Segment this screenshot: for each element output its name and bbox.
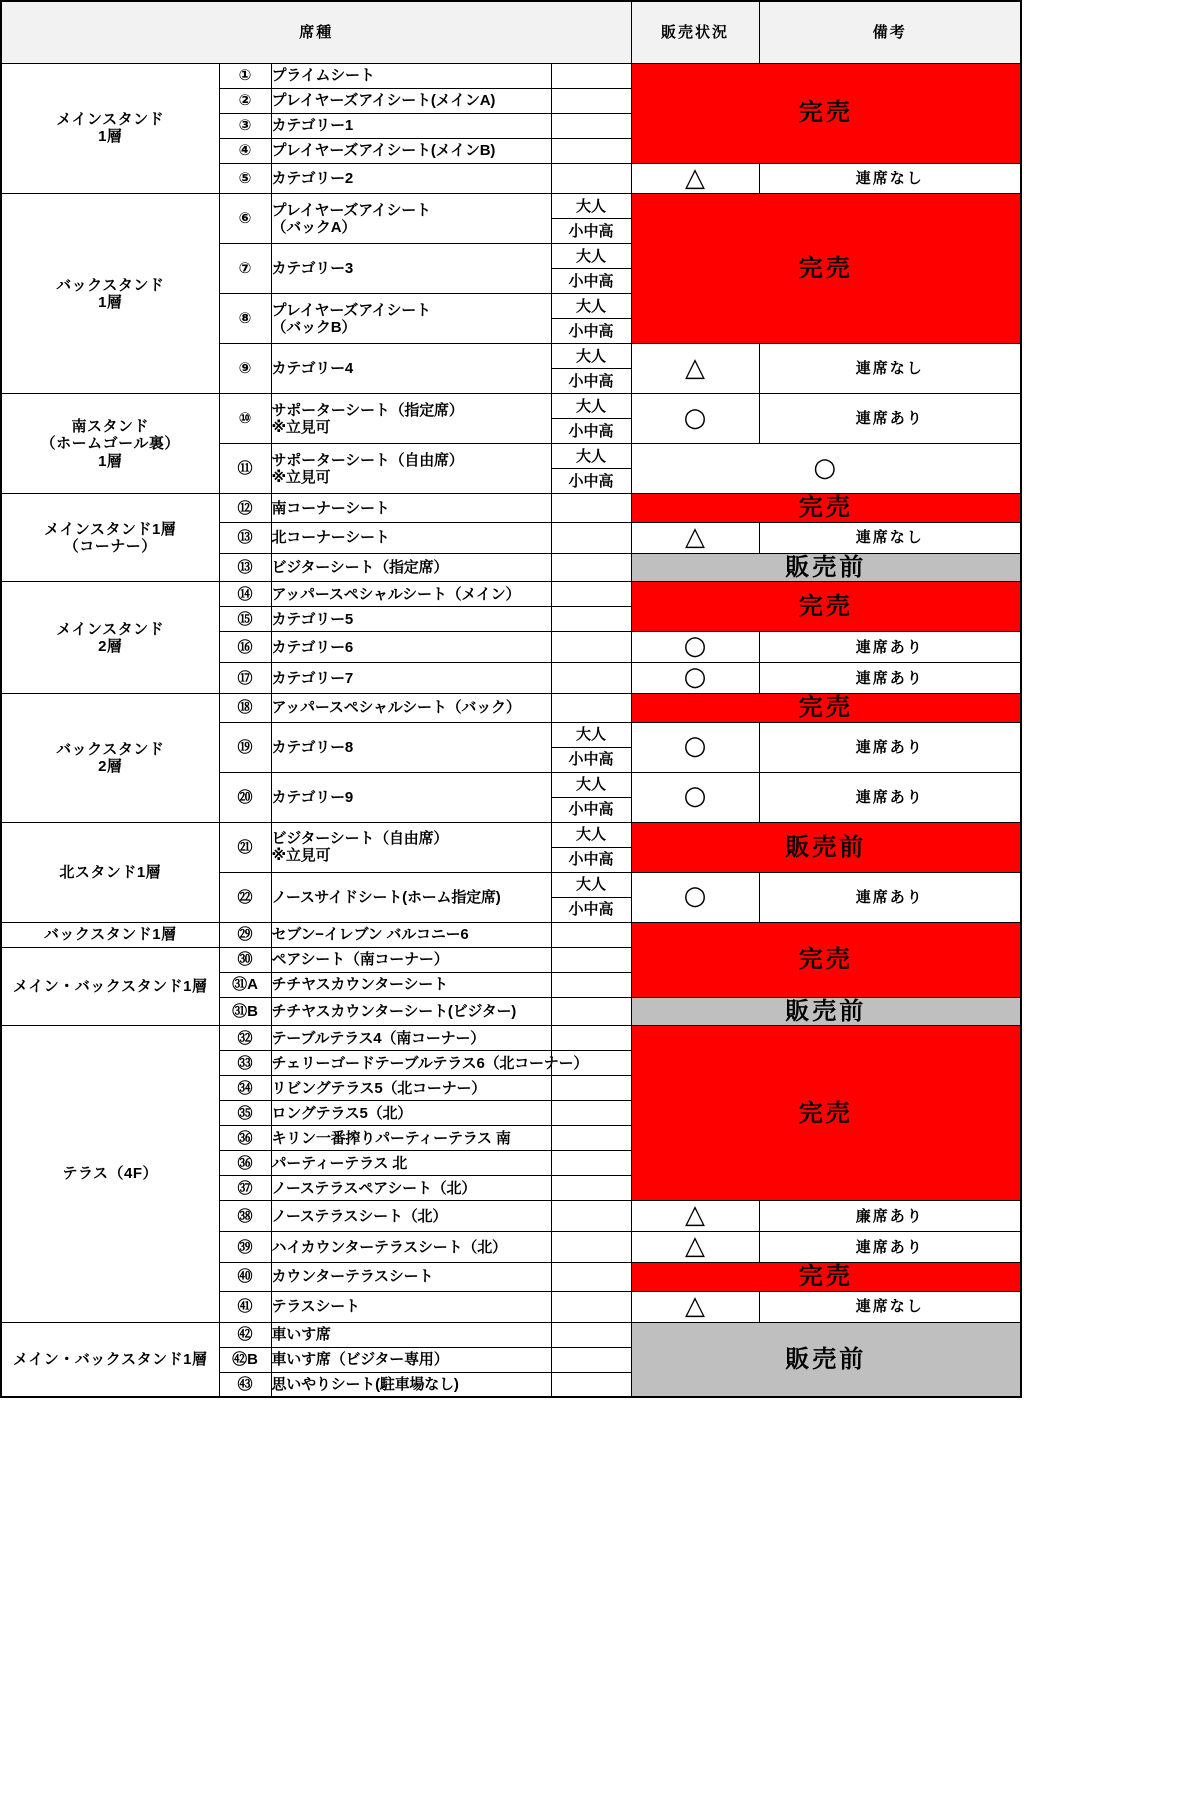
age-category <box>551 972 631 997</box>
seat-name: チェリーゴードテーブルテラス6（北コーナー） <box>271 1051 551 1076</box>
table-header <box>1 1 1021 63</box>
area-label: メイン・バックスタンド1層 <box>1 1322 219 1397</box>
age-category: 小中高 <box>551 897 631 922</box>
age-category <box>551 1201 631 1232</box>
area-label: メイン・バックスタンド1層 <box>1 947 219 1026</box>
seat-name: プレイヤーズアイシート （バックB） <box>271 294 551 344</box>
remark: 連席あり <box>759 772 1021 822</box>
seat-name: セブン−イレブン バルコニー6 <box>271 922 551 947</box>
seat-number: ⑤ <box>219 163 271 194</box>
seat-number: ⑮ <box>219 607 271 632</box>
area-label: バックスタンド1層 <box>1 922 219 947</box>
status-remark-merged: 完売 <box>631 694 1021 723</box>
seat-number: ⑧ <box>219 294 271 344</box>
remark: 連席なし <box>759 163 1021 194</box>
seat-number: ㊲ <box>219 1176 271 1201</box>
seat-name: カテゴリー4 <box>271 344 551 394</box>
table-body <box>1 63 1021 1397</box>
remark: 連席あり <box>759 663 1021 694</box>
seat-number: ① <box>219 63 271 88</box>
area-label: メインスタンド1層 （コーナー） <box>1 494 219 582</box>
age-category <box>551 113 631 138</box>
seat-number: ㉑ <box>219 822 271 872</box>
remark: 連席なし <box>759 344 1021 394</box>
status-remark-merged: 完売 <box>631 494 1021 523</box>
age-category <box>551 947 631 972</box>
seat-name: カテゴリー7 <box>271 663 551 694</box>
age-category: 小中高 <box>551 419 631 444</box>
area-label: 南スタンド （ホームゴール裏） 1層 <box>1 394 219 494</box>
seat-number: ㊷B <box>219 1347 271 1372</box>
seat-number: ㉜ <box>219 1026 271 1051</box>
seat-number: ㊶ <box>219 1291 271 1322</box>
age-category <box>551 1232 631 1263</box>
seat-number: ⑱ <box>219 694 271 723</box>
seat-name: ノースサイドシート(ホーム指定席) <box>271 872 551 922</box>
age-category <box>551 632 631 663</box>
area-label: 北スタンド1層 <box>1 822 219 922</box>
status-remark-merged: 完売 <box>631 63 1021 163</box>
age-category <box>551 63 631 88</box>
sales-status: △ <box>631 163 759 194</box>
seat-name: チチヤスカウンターシート(ビジター) <box>271 997 551 1026</box>
seat-name: ハイカウンターテラスシート（北） <box>271 1232 551 1263</box>
area-label: テラス（4F） <box>1 1026 219 1322</box>
seat-number: ㊸ <box>219 1372 271 1397</box>
age-category: 大人 <box>551 822 631 847</box>
status-remark-merged: ○ <box>631 444 1021 494</box>
age-category <box>551 1026 631 1051</box>
seat-name: ノーステラスシート（北） <box>271 1201 551 1232</box>
age-category <box>551 553 631 582</box>
seat-name: 車いす席 <box>271 1322 551 1347</box>
seat-name: プレイヤーズアイシート(メインA) <box>271 88 551 113</box>
age-category <box>551 1101 631 1126</box>
seat-number: ㉛B <box>219 997 271 1026</box>
seat-name: ペアシート（南コーナー） <box>271 947 551 972</box>
seat-number: ㊳ <box>219 1201 271 1232</box>
seat-name: キリン一番搾りパーティーテラス 南 <box>271 1126 551 1151</box>
age-category: 大人 <box>551 194 631 219</box>
seat-name: ビジターシート（指定席） <box>271 553 551 582</box>
seat-name: カテゴリー8 <box>271 722 551 772</box>
seat-name: チチヤスカウンターシート <box>271 972 551 997</box>
remark: 連席あり <box>759 872 1021 922</box>
table-row <box>1 1026 1021 1051</box>
seat-number: ⑨ <box>219 344 271 394</box>
remark: 連席なし <box>759 1291 1021 1322</box>
seat-name: カウンターテラスシート <box>271 1263 551 1292</box>
status-remark-merged: 完売 <box>631 582 1021 632</box>
seat-number: ③ <box>219 113 271 138</box>
seat-number: ⑭ <box>219 582 271 607</box>
age-category: 大人 <box>551 722 631 747</box>
area-label: メインスタンド 2層 <box>1 582 219 694</box>
age-category: 大人 <box>551 772 631 797</box>
age-category <box>551 1126 631 1151</box>
seat-number: ㉙ <box>219 922 271 947</box>
age-category <box>551 1322 631 1347</box>
seat-name: カテゴリー5 <box>271 607 551 632</box>
header-seat-type: 席種 <box>1 1 631 63</box>
sales-status: ○ <box>631 772 759 822</box>
seat-number: ⑬ <box>219 522 271 553</box>
seat-name: 北コーナーシート <box>271 522 551 553</box>
status-remark-merged: 完売 <box>631 1026 1021 1201</box>
remark: 連席あり <box>759 632 1021 663</box>
seat-name: プレイヤーズアイシート （バックA） <box>271 194 551 244</box>
header-remarks: 備考 <box>759 1 1021 63</box>
status-remark-merged: 完売 <box>631 922 1021 997</box>
age-category <box>551 663 631 694</box>
age-category <box>551 1076 631 1101</box>
seat-number: ⑥ <box>219 194 271 244</box>
table-row <box>1 494 1021 523</box>
age-category <box>551 922 631 947</box>
seat-name: カテゴリー1 <box>271 113 551 138</box>
seat-number: ⑪ <box>219 444 271 494</box>
status-remark-merged: 販売前 <box>631 822 1021 872</box>
seat-number: ㉚ <box>219 947 271 972</box>
age-category <box>551 582 631 607</box>
remark: 連席あり <box>759 722 1021 772</box>
sales-status: ○ <box>631 663 759 694</box>
age-category <box>551 1347 631 1372</box>
age-category <box>551 1151 631 1176</box>
seat-number: ㉟ <box>219 1101 271 1126</box>
age-category <box>551 522 631 553</box>
age-category: 大人 <box>551 294 631 319</box>
seat-number: ⑰ <box>219 663 271 694</box>
table-row <box>1 1322 1021 1347</box>
age-category: 大人 <box>551 344 631 369</box>
sales-status: ○ <box>631 722 759 772</box>
seat-name: アッパースペシャルシート（バック） <box>271 694 551 723</box>
status-remark-merged: 完売 <box>631 1263 1021 1292</box>
seat-number: ⑲ <box>219 722 271 772</box>
area-label: バックスタンド 1層 <box>1 194 219 394</box>
sales-status: △ <box>631 522 759 553</box>
seat-name: テーブルテラス4（南コーナー） <box>271 1026 551 1051</box>
sales-status: △ <box>631 344 759 394</box>
seat-name: ビジターシート（自由席） ※立見可 <box>271 822 551 872</box>
age-category: 大人 <box>551 394 631 419</box>
seat-number: ㉝ <box>219 1051 271 1076</box>
header-sales-status: 販売状況 <box>631 1 759 63</box>
seat-number: ㊴ <box>219 1232 271 1263</box>
seat-name: ロングテラス5（北） <box>271 1101 551 1126</box>
seat-number: ㉞ <box>219 1076 271 1101</box>
age-category: 小中高 <box>551 469 631 494</box>
seat-number: ㉛A <box>219 972 271 997</box>
seat-name: テラスシート <box>271 1291 551 1322</box>
seat-name: 南コーナーシート <box>271 494 551 523</box>
table-row <box>1 63 1021 88</box>
remark: 連席なし <box>759 522 1021 553</box>
sales-status: ○ <box>631 632 759 663</box>
age-category <box>551 163 631 194</box>
sales-status: ○ <box>631 394 759 444</box>
remark: 連席あり <box>759 394 1021 444</box>
table-row <box>1 582 1021 607</box>
age-category: 大人 <box>551 244 631 269</box>
sales-status: ○ <box>631 872 759 922</box>
seat-number: ㊱ <box>219 1151 271 1176</box>
seat-name: サポーターシート（自由席） ※立見可 <box>271 444 551 494</box>
seat-name: パーティーテラス 北 <box>271 1151 551 1176</box>
area-label: バックスタンド 2層 <box>1 694 219 823</box>
seat-number: ㊷ <box>219 1322 271 1347</box>
age-category <box>551 694 631 723</box>
seat-name: 思いやりシート(駐車場なし) <box>271 1372 551 1397</box>
seat-name: プライムシート <box>271 63 551 88</box>
table-row <box>1 394 1021 419</box>
age-category <box>551 1263 631 1292</box>
age-category <box>551 607 631 632</box>
seat-number: ⑩ <box>219 394 271 444</box>
table-row <box>1 922 1021 947</box>
age-category: 小中高 <box>551 219 631 244</box>
seat-number: ④ <box>219 138 271 163</box>
seat-name: リビングテラス5（北コーナー） <box>271 1076 551 1101</box>
age-category <box>551 1372 631 1397</box>
age-category: 小中高 <box>551 847 631 872</box>
age-category <box>551 494 631 523</box>
status-remark-merged: 販売前 <box>631 1322 1021 1397</box>
status-remark-merged: 完売 <box>631 194 1021 344</box>
age-category <box>551 88 631 113</box>
seat-name: 車いす席（ビジター専用） <box>271 1347 551 1372</box>
age-category <box>551 138 631 163</box>
seat-name: カテゴリー3 <box>271 244 551 294</box>
seat-number: ⑯ <box>219 632 271 663</box>
seat-number: ㊵ <box>219 1263 271 1292</box>
age-category <box>551 997 631 1026</box>
seat-number: ② <box>219 88 271 113</box>
seat-number: ⑦ <box>219 244 271 294</box>
seat-number: ⑬ <box>219 553 271 582</box>
seat-name: ノーステラスペアシート（北） <box>271 1176 551 1201</box>
seat-name: カテゴリー9 <box>271 772 551 822</box>
age-category: 小中高 <box>551 747 631 772</box>
area-label: メインスタンド 1層 <box>1 63 219 194</box>
remark: 連席あり <box>759 1232 1021 1263</box>
age-category: 小中高 <box>551 269 631 294</box>
seat-number: ㉒ <box>219 872 271 922</box>
table-row <box>1 194 1021 219</box>
remark: 廉席あり <box>759 1201 1021 1232</box>
seat-number: ㊱ <box>219 1126 271 1151</box>
seat-name: カテゴリー2 <box>271 163 551 194</box>
seat-name: アッパースペシャルシート（メイン） <box>271 582 551 607</box>
sales-status: △ <box>631 1291 759 1322</box>
age-category: 大人 <box>551 444 631 469</box>
seat-number: ⑫ <box>219 494 271 523</box>
age-category <box>551 1291 631 1322</box>
age-category: 小中高 <box>551 319 631 344</box>
seat-number: ⑳ <box>219 772 271 822</box>
age-category: 大人 <box>551 872 631 897</box>
seat-name: カテゴリー6 <box>271 632 551 663</box>
sales-status: △ <box>631 1232 759 1263</box>
table-row <box>1 694 1021 723</box>
age-category: 小中高 <box>551 797 631 822</box>
table-row <box>1 822 1021 847</box>
status-remark-merged: 販売前 <box>631 553 1021 582</box>
sales-status: △ <box>631 1201 759 1232</box>
age-category: 小中高 <box>551 369 631 394</box>
seat-name: サポーターシート（指定席） ※立見可 <box>271 394 551 444</box>
seat-name: プレイヤーズアイシート(メインB) <box>271 138 551 163</box>
age-category <box>551 1176 631 1201</box>
status-remark-merged: 販売前 <box>631 997 1021 1026</box>
